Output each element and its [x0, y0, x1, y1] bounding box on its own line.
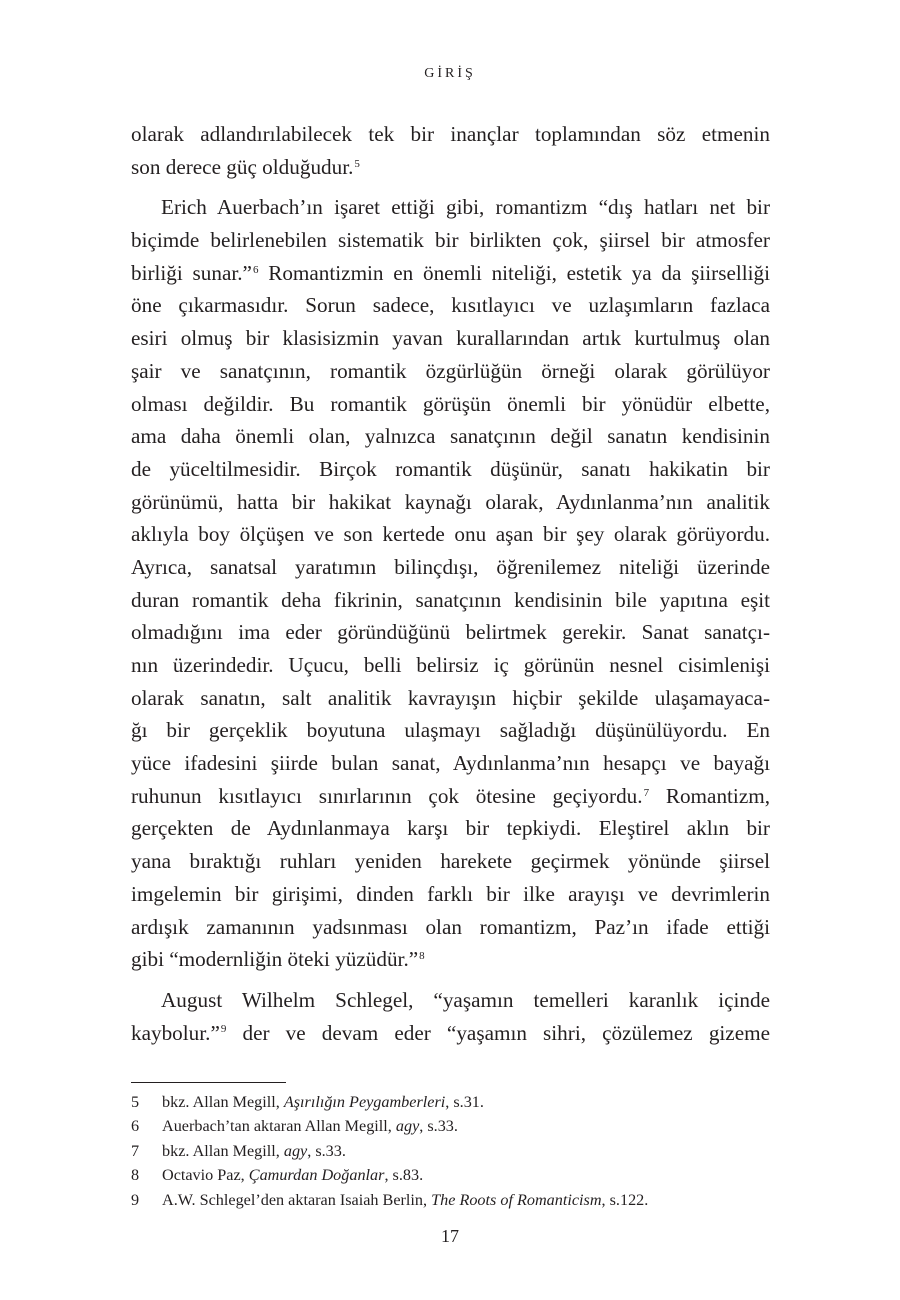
text-line: aklıyla boy ölçüşen ve son kertede onu aşan bir şey olarak görüyordu. — [131, 522, 770, 547]
text-line: son derece güç olduğudur.$^5$ — [131, 154, 360, 179]
footnote-ref[interactable]: 6 — [252, 263, 259, 276]
footnote-text: Octavio Paz, Çamurdan Doğanlar, s.83. — [162, 1166, 424, 1185]
text-line: yana bıraktığı ruhları yeniden harekete geçirmek yönünde şiirsel — [131, 849, 770, 874]
paragraph — [131, 191, 770, 976]
text-line: olmadığını ima eder göründüğünü belirtmek gerekir. Sanat sanatçı- — [131, 620, 770, 645]
footnote-number: 6 — [131, 1117, 140, 1136]
text-line: olarak adlandırılabilecek tek bir inançlar toplamından söz etmenin — [131, 122, 770, 146]
footnote-number: 7 — [131, 1141, 140, 1160]
text-line: öne çıkarmasıdır. Sorun sadece, kısıtlayıcı ve uzlaşımların fazlaca — [131, 293, 770, 318]
text-line: ruhunun kısıtlayıcı sınırlarının çok ötesine geçiyordu.$^7$ Romantizm, — [131, 783, 770, 808]
text-line: Ayrıca, sanatsal yaratımın bilinçdışı, öğrenilemez niteliği üzerinde — [131, 554, 770, 579]
footnote-text: Auerbach’tan aktaran Allan Megill, agy, s.33. — [162, 1117, 458, 1136]
page-number: 17 — [441, 1226, 459, 1246]
text-line: esiri olmuş bir klasisizmin yavan kurallarından artık kurtulmuş olan — [131, 326, 770, 351]
text-line: olması değildir. Bu romantik görüşün önemli bir yönüdür elbette, — [131, 391, 770, 416]
text-line: duran romantik deha fikrinin, sanatçının kendisinin bile yapıtına eşit — [131, 587, 770, 612]
text-line: gibi “modernliğin öteki yüzüdür.”$^8$ — [131, 947, 425, 972]
footnote — [131, 1139, 771, 1163]
text-line: ama daha önemli olan, yalnızca sanatçının değil sanatın kendisinin — [131, 424, 770, 449]
text-line: ardışık zamanının yadsınması olan romantizm, Paz’ın ifade ettiği — [131, 914, 770, 939]
footnote — [131, 1163, 771, 1187]
footnote-number: 9 — [131, 1190, 140, 1209]
paragraph — [131, 118, 770, 183]
footnote — [131, 1188, 771, 1212]
text-line: birliği sunar.”$^6$ Romantizmin en önemli niteliği, estetik ya da şiirselliği — [131, 260, 770, 285]
text-line: kaybolur.”$^9$ der ve devam eder “yaşamın sihri, çözülemez gizeme — [131, 1020, 770, 1045]
running-head: GİRİŞ — [424, 66, 476, 81]
footnote-ref[interactable]: 8 — [419, 950, 425, 963]
text-line: de yüceltilmesidir. Birçok romantik düşünür, sanatı hakikatin bir — [131, 456, 770, 481]
footnote-text: bkz. Allan Megill, agy, s.33. — [162, 1141, 346, 1160]
footnote-divider — [131, 1082, 286, 1083]
footnote — [131, 1114, 771, 1138]
body-text — [131, 118, 770, 1049]
footnote-ref[interactable]: 9 — [220, 1023, 227, 1036]
text-line: olarak sanatın, salt analitik kavrayışın hiçbir şekilde ulaşamayaca- — [131, 685, 770, 710]
footnote-text: bkz. Allan Megill, Aşırılığın Peygamberleri, s.31. — [162, 1093, 484, 1111]
footnote-text: A.W. Schlegel’den aktaran Isaiah Berlin, The Roots of Romanticism, s.122. — [162, 1190, 649, 1209]
paragraph — [131, 984, 770, 1049]
footnote-ref[interactable]: 7 — [643, 786, 650, 799]
text-line: ğı bir gerçeklik boyutuna ulaşmayı sağladığı düşünülüyordu. En — [131, 718, 770, 743]
text-line: gerçekten de Aydınlanmaya karşı bir tepkiydi. Eleştirel aklın bir — [131, 816, 770, 841]
footnote-number: 5 — [131, 1093, 140, 1111]
footnote — [131, 1090, 771, 1114]
footnotes — [131, 1090, 771, 1212]
text-line: yüce ifadesini şiirde bulan sanat, Aydınlanma’nın hesapçı ve bayağı — [131, 751, 770, 776]
footnote-number: 8 — [131, 1166, 140, 1185]
text-line: Erich Auerbach’ın işaret ettiği gibi, romantizm “dış hatları net bir — [161, 195, 770, 220]
footnote-ref[interactable]: 5 — [354, 157, 360, 170]
text-line: nın üzerindedir. Uçucu, belli belirsiz iç görünün nesnel cisimlenişi — [131, 653, 770, 677]
text-line: imgelemin bir girişimi, dinden farklı bir ilke arayışı ve devrimlerin — [131, 881, 770, 906]
text-line: August Wilhelm Schlegel, “yaşamın temelleri karanlık içinde — [161, 987, 770, 1012]
text-line: biçimde belirlenebilen sistematik bir birlikten çok, şiirsel bir atmosfer — [131, 228, 770, 253]
text-line: görünümü, hatta bir hakikat kaynağı olarak, Aydınlanma’nın analitik — [131, 489, 770, 514]
text-line: şair ve sanatçının, romantik özgürlüğün örneği olarak görülüyor — [131, 358, 770, 383]
